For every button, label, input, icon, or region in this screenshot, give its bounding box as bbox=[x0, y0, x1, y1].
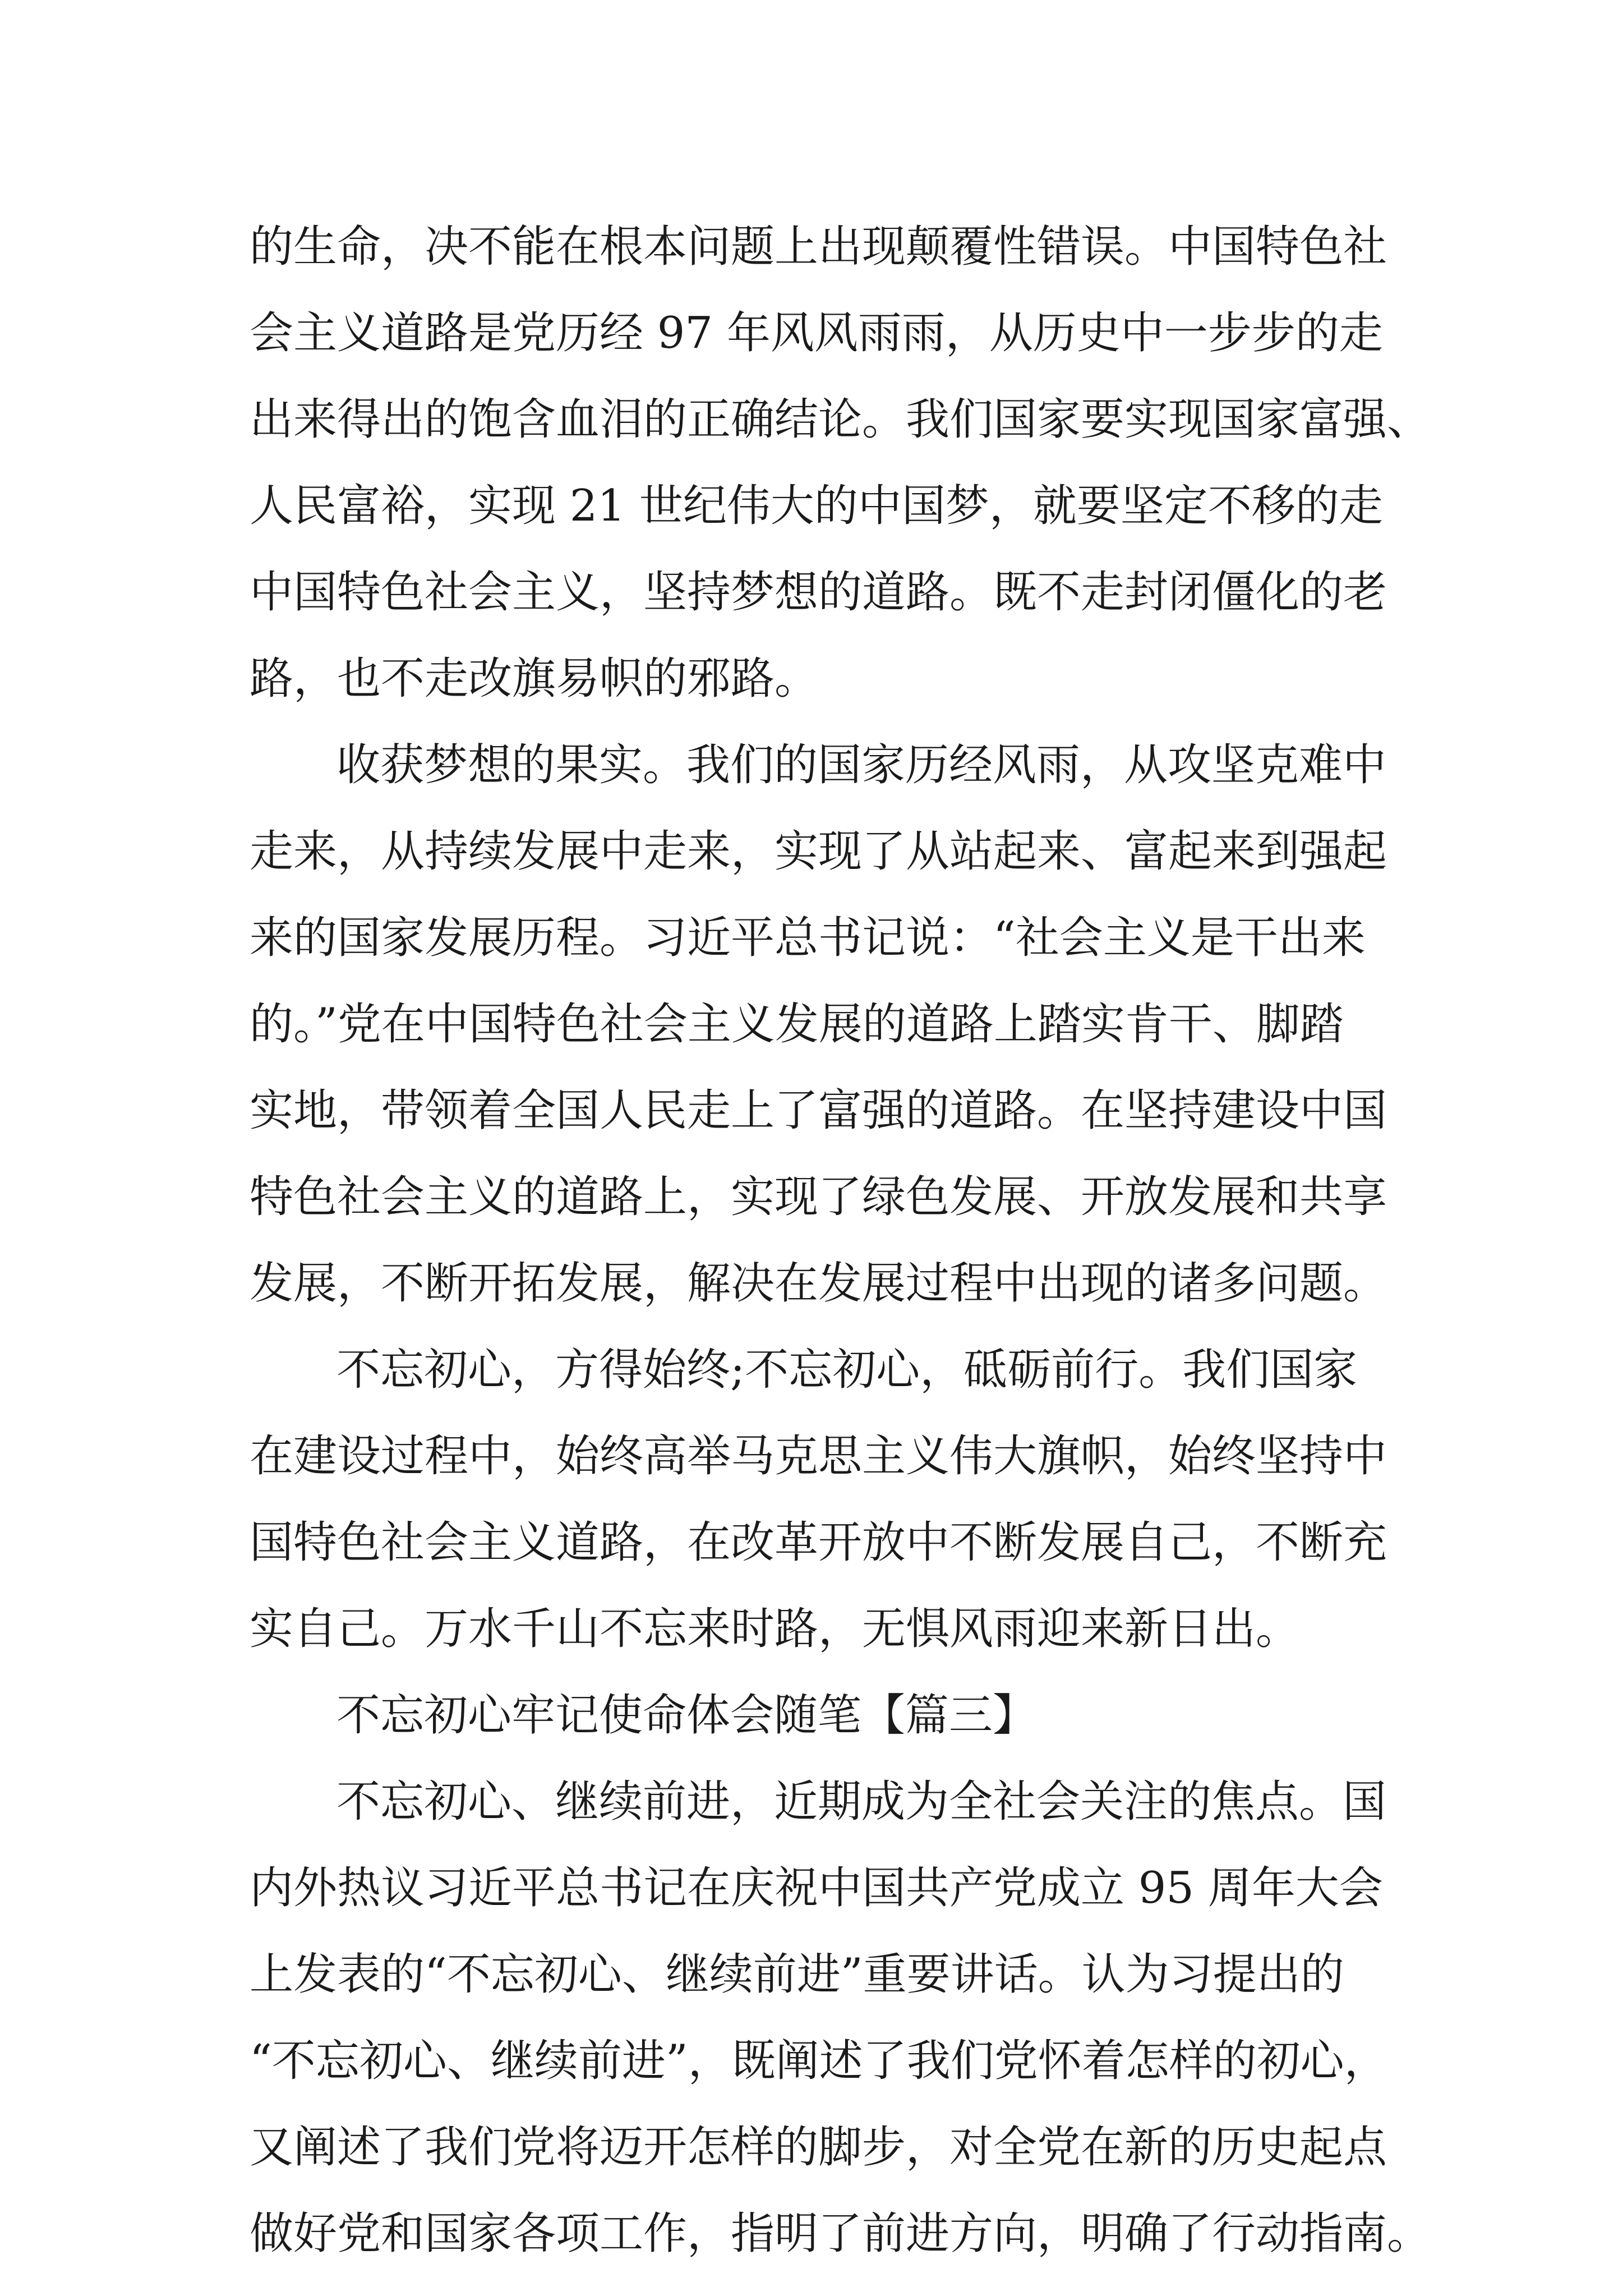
text-line-10: 的。”党在中国特色社会主义发展的道路上踏实肯干、脚踏 bbox=[250, 999, 1344, 1050]
paragraph-start-line: 不忘初心、继续前进，近期成为全社会关注的焦点。国 bbox=[336, 1777, 1387, 1827]
text-line-4: 人民富裕，实现 21 世纪伟大的中国梦，就要坚定不移的走 bbox=[250, 481, 1383, 531]
text-line-8: 走来，从持续发展中走来，实现了从站起来、富起来到强起 bbox=[250, 826, 1387, 877]
text-line-23: 又阐述了我们党将迈开怎样的脚步，对全党在新的历史起点 bbox=[250, 2122, 1387, 2173]
text-line-21: 上发表的“不忘初心、继续前进”重要讲话。认为习提出的 bbox=[250, 1949, 1344, 2000]
text-line-15: 在建设过程中，始终高举马克思主义伟大旗帜，始终坚持中 bbox=[250, 1431, 1387, 1481]
text-line-6: 路，也不走改旗易帜的邪路。 bbox=[250, 654, 819, 704]
text-line-17: 实自己。万水千山不忘来时路，无惧风雨迎来新日出。 bbox=[250, 1604, 1300, 1654]
section-heading: 不忘初心牢记使命体会随笔【篇三】 bbox=[336, 1690, 1037, 1741]
text-line-2: 会主义道路是党历经 97 年风风雨雨，从历史中一步步的走 bbox=[250, 308, 1383, 358]
text-line-9: 来的国家发展历程。习近平总书记说：“社会主义是干出来 bbox=[250, 913, 1366, 963]
text-line-5: 中国特色社会主义，坚持梦想的道路。既不走封闭僵化的老 bbox=[250, 567, 1387, 618]
text-line-22: “不忘初心、继续前进”，既阐述了我们党怀着怎样的初心， bbox=[250, 2036, 1388, 2086]
text-line-11: 实地，带领着全国人民走上了富强的道路。在坚持建设中国 bbox=[250, 1085, 1387, 1136]
text-line-3: 出来得出的饱含血泪的正确结论。我们国家要实现国家富强、 bbox=[250, 394, 1431, 445]
paragraph-start-line: 不忘初心，方得始终;不忘初心，砥砺前行。我们国家 bbox=[336, 1345, 1358, 1395]
text-line-16: 国特色社会主义道路，在改革开放中不断发展自己，不断充 bbox=[250, 1517, 1387, 1568]
paragraph-start-line: 收获梦想的果实。我们的国家历经风雨，从攻坚克难中 bbox=[336, 740, 1387, 790]
text-line-13: 发展，不断开拓发展，解决在发展过程中出现的诸多问题。 bbox=[250, 1258, 1387, 1309]
text-line-20: 内外热议习近平总书记在庆祝中国共产党成立 95 周年大会 bbox=[250, 1863, 1383, 1913]
text-line-12: 特色社会主义的道路上，实现了绿色发展、开放发展和共享 bbox=[250, 1172, 1387, 1222]
text-line-1: 的生命，决不能在根本问题上出现颠覆性错误。中国特色社 bbox=[250, 222, 1387, 272]
text-line-24: 做好党和国家各项工作，指明了前进方向，明确了行动指南。 bbox=[250, 2208, 1431, 2259]
